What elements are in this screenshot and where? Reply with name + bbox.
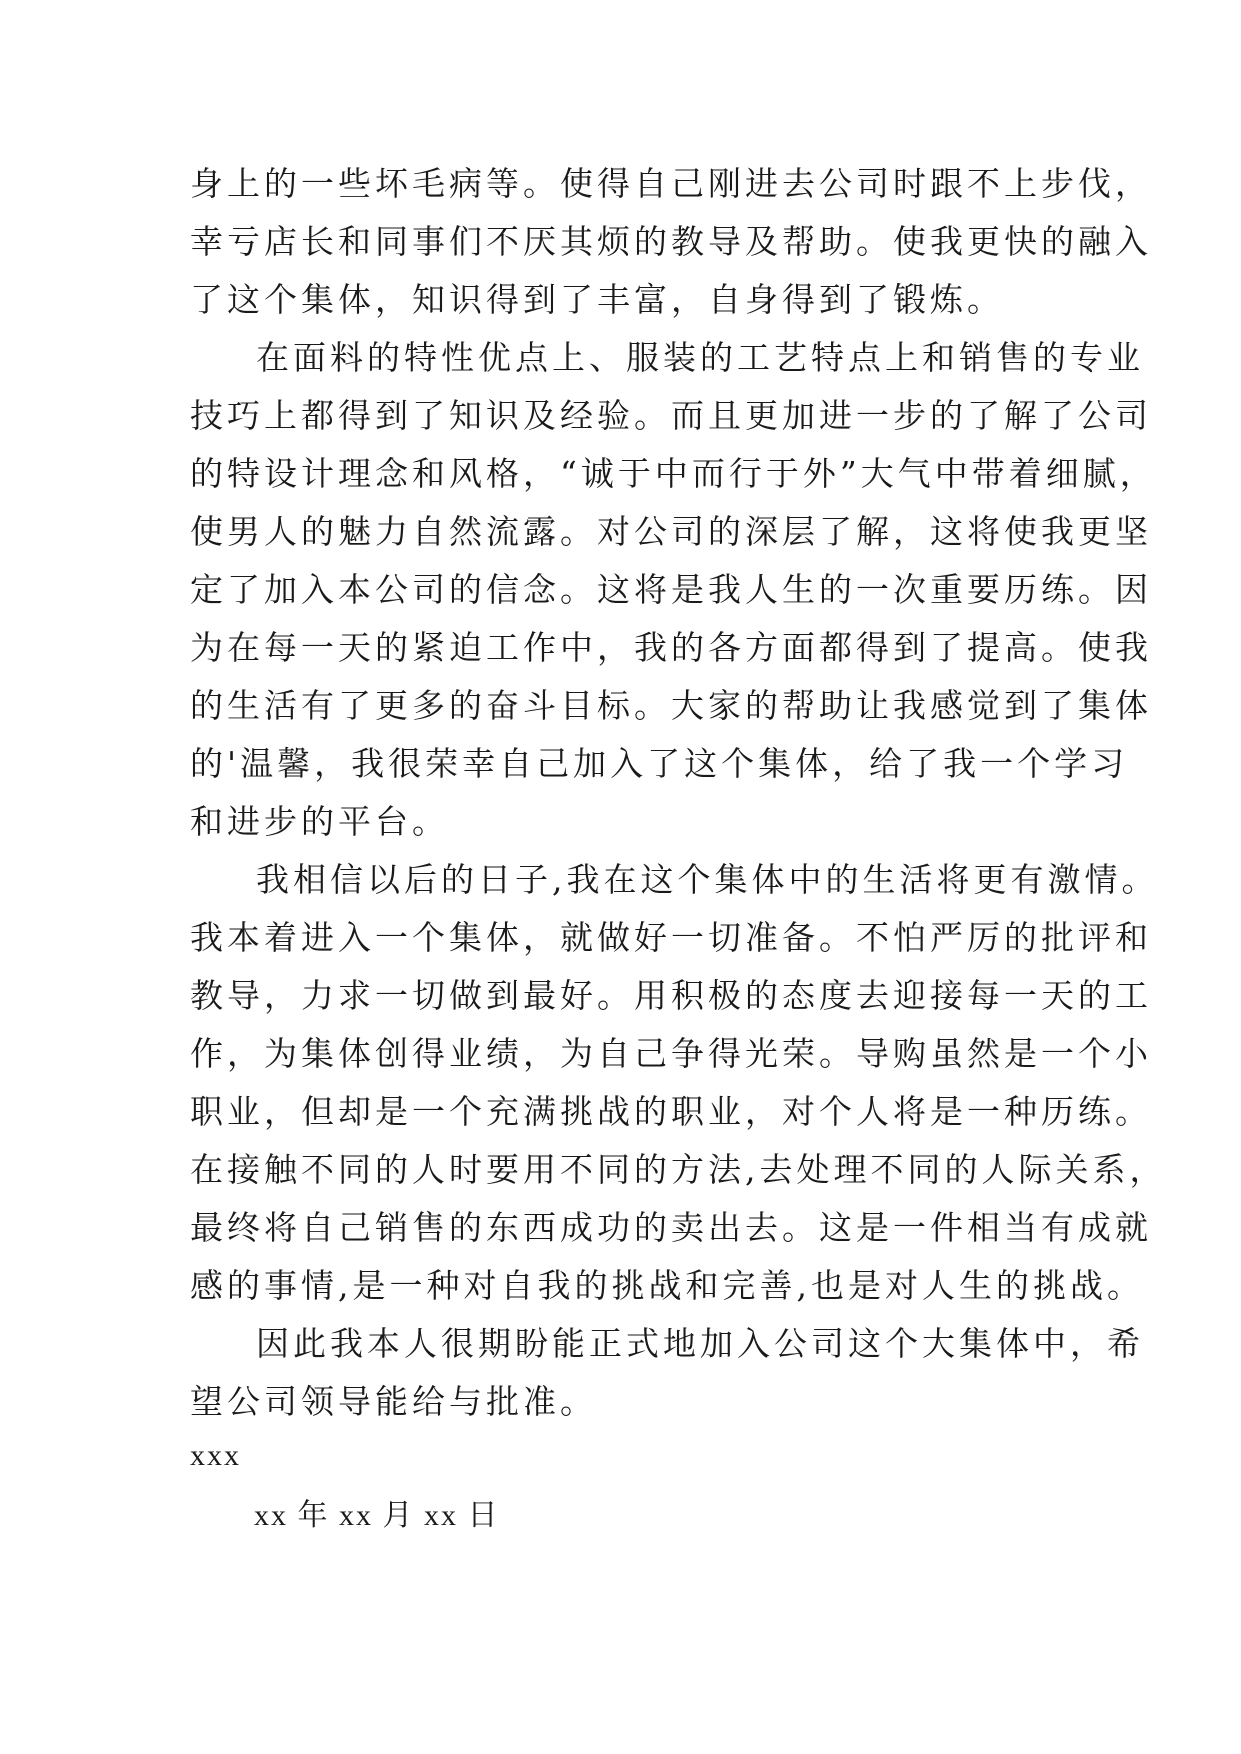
text-line: 最终将自己销售的东西成功的卖出去。这是一件相当有成就 xyxy=(190,1208,1152,1247)
text-line: 的特设计理念和风格，“诚于中而行于外”大气中带着细腻， xyxy=(190,454,1157,493)
text-line: 和进步的平台。 xyxy=(190,802,449,841)
text-line: 我本着进入一个集体，就做好一切准备。不怕严厉的批评和 xyxy=(190,918,1152,957)
signer-name: xxx xyxy=(190,1439,241,1472)
text-line: 的'温馨，我很荣幸自己加入了这个集体，给了我一个学习 xyxy=(190,744,1129,783)
paragraph-start-line: 因此我本人很期盼能正式地加入公司这个大集体中，希 xyxy=(256,1324,1144,1363)
text-line: 了这个集体，知识得到了丰富，自身得到了锻炼。 xyxy=(190,280,1004,319)
text-line: 定了加入本公司的信念。这将是我人生的一次重要历练。因 xyxy=(190,570,1152,609)
text-line: 在接触不同的人时要用不同的方法,去处理不同的人际关系， xyxy=(190,1150,1167,1189)
text-line: 望公司领导能给与批准。 xyxy=(190,1382,597,1421)
text-line: 教导，力求一切做到最好。用积极的态度去迎接每一天的工 xyxy=(190,976,1152,1015)
text-line: 幸亏店长和同事们不厌其烦的教导及帮助。使我更快的融入 xyxy=(190,222,1152,261)
letter-body xyxy=(190,155,1167,1431)
text-line: 感的事情,是一种对自我的挑战和完善,也是对人生的挑战。 xyxy=(190,1266,1144,1305)
text-line: 为在每一天的紧迫工作中，我的各方面都得到了提高。使我 xyxy=(190,628,1152,667)
text-line: 使男人的魅力自然流露。对公司的深层了解，这将使我更坚 xyxy=(190,512,1152,551)
paragraph-start-line: 在面料的特性优点上、服装的工艺特点上和销售的专业 xyxy=(256,338,1144,377)
text-line: 职业，但却是一个充满挑战的职业，对个人将是一种历练。 xyxy=(190,1092,1152,1131)
signature-date: xx 年 xx 月 xx 日 xyxy=(254,1499,500,1532)
text-line: 身上的一些坏毛病等。使得自己刚进去公司时跟不上步伐， xyxy=(190,164,1152,203)
text-line: 的生活有了更多的奋斗目标。大家的帮助让我感觉到了集体 xyxy=(190,686,1152,725)
text-line: 技巧上都得到了知识及经验。而且更加进一步的了解了公司 xyxy=(190,396,1152,435)
paragraph-start-line: 我相信以后的日子,我在这个集体中的生活将更有激情。 xyxy=(256,860,1159,899)
text-line: 作，为集体创得业绩，为自己争得光荣。导购虽然是一个小 xyxy=(190,1034,1152,1073)
